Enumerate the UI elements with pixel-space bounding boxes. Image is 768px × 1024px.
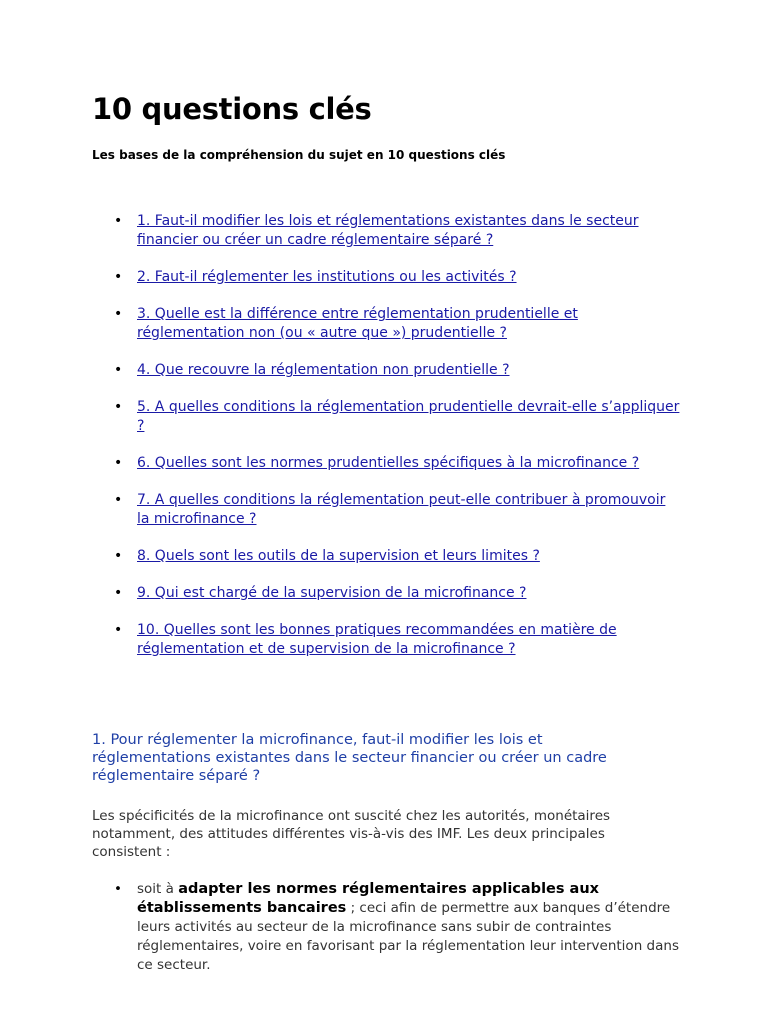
bullet-emphasis: adapter les normes réglementaires applicables aux établissements bancaires: [137, 881, 600, 916]
bullet-icon: •: [114, 362, 123, 378]
bullet-rest: ; ceci afin de permettre aux banques d’étendre leurs activités au secteur de la microfinance sans subir de contraintes réglementaires, voire en favorisant par la réglementation leur intervention dans ce secteur.: [137, 900, 679, 973]
questions-list: [92, 212, 682, 677]
list-item: [92, 361, 682, 380]
bullet-icon: •: [114, 492, 123, 508]
bullet-icon: •: [114, 881, 122, 897]
question-link-8[interactable]: 8. Quels sont les outils de la supervision et leurs limites ?: [137, 548, 540, 564]
list-item: [92, 212, 682, 250]
section-bullet-list: [92, 880, 682, 975]
bullet-icon: •: [114, 269, 123, 285]
bullet-icon: •: [114, 622, 123, 638]
list-item: [92, 547, 682, 566]
question-link-1[interactable]: 1. Faut-il modifier les lois et réglementations existantes dans le secteur financier ou créer un cadre réglementaire séparé ?: [137, 213, 639, 248]
bullet-icon: •: [114, 585, 123, 601]
section-paragraph: Les spécificités de la microfinance ont suscité chez les autorités, monétaires notamment, des attitudes différentes vis-à-vis des IMF. Les deux principales consistent :: [92, 808, 611, 860]
page-subtitle: Les bases de la compréhension du sujet en 10 questions clés: [92, 148, 506, 162]
question-link-7[interactable]: 7. A quelles conditions la réglementation peut-elle contribuer à promouvoir la microfinance ?: [137, 492, 666, 527]
question-link-9[interactable]: 9. Qui est chargé de la supervision de la microfinance ?: [137, 585, 527, 601]
list-item: [92, 880, 682, 975]
bullet-icon: •: [114, 213, 123, 229]
question-link-4[interactable]: 4. Que recouvre la réglementation non prudentielle ?: [137, 362, 510, 378]
bullet-icon: •: [114, 399, 123, 415]
section-heading: 1. Pour réglementer la microfinance, faut-il modifier les lois et réglementations existantes dans le secteur financier ou créer un cadre réglementaire séparé ?: [92, 732, 607, 784]
bullet-icon: •: [114, 455, 123, 471]
list-item: [92, 584, 682, 603]
question-link-2[interactable]: 2. Faut-il réglementer les institutions ou les activités ?: [137, 269, 517, 285]
list-item: [92, 454, 682, 473]
list-item: [92, 491, 682, 529]
list-item: [92, 398, 682, 436]
list-item: [92, 621, 682, 659]
list-item: [92, 305, 682, 343]
bullet-icon: •: [114, 306, 123, 322]
question-link-10[interactable]: 10. Quelles sont les bonnes pratiques recommandées en matière de réglementation et de supervision de la microfinance ?: [137, 622, 617, 657]
page-title: 10 questions clés: [92, 92, 372, 126]
question-link-6[interactable]: 6. Quelles sont les normes prudentielles spécifiques à la microfinance ?: [137, 455, 640, 471]
question-link-3[interactable]: 3. Quelle est la différence entre réglementation prudentielle et réglementation non (ou « autre que ») prudentielle ?: [137, 306, 578, 341]
list-item: [92, 268, 682, 287]
question-link-5[interactable]: 5. A quelles conditions la réglementation prudentielle devrait-elle s’appliquer ?: [137, 399, 680, 434]
bullet-icon: •: [114, 548, 123, 564]
bullet-prefix: soit à: [137, 881, 179, 897]
